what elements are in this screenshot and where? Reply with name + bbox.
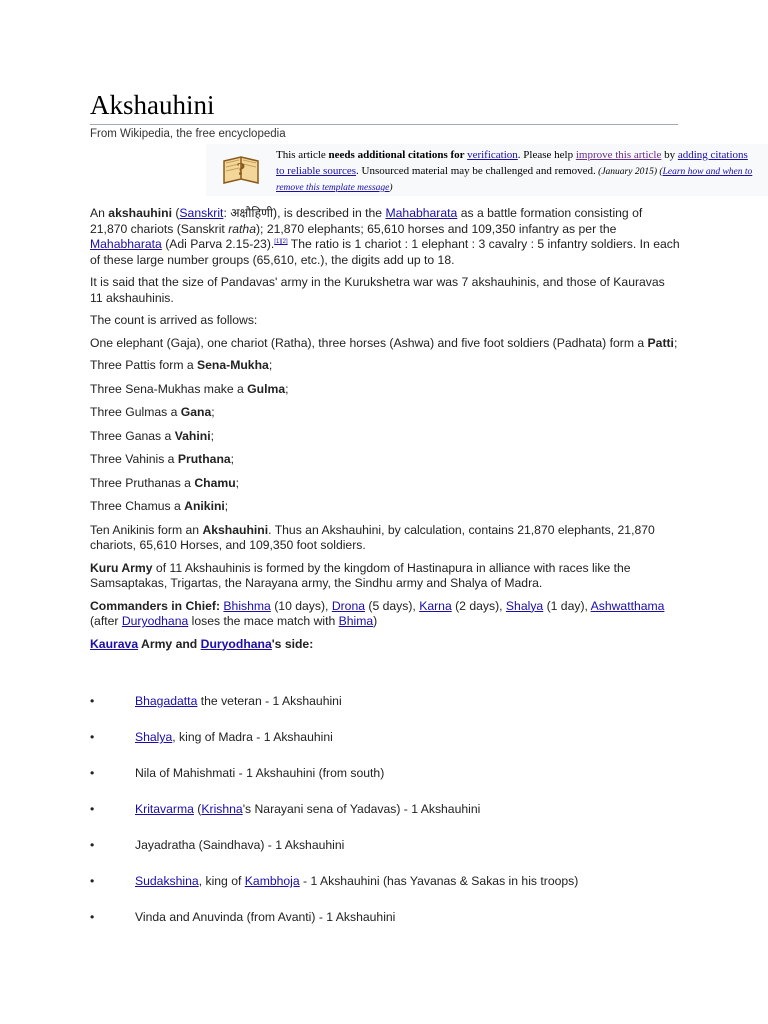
unit-text: . Thus an Akshauhini, by calculation, contains 21,870 elephants, 21,870 chariots, 65,610 Horses, and 109,350 foot soldiers. xyxy=(90,522,655,552)
shalya-link[interactable]: Shalya xyxy=(505,598,544,613)
list-item-text: , king of xyxy=(198,874,245,888)
bhishma-link[interactable]: Bhishma xyxy=(223,598,271,613)
intro-text: (Adi Parva 2.15-23). xyxy=(161,237,275,251)
learn-remove-template-link[interactable]: Learn how and when to remove this template message xyxy=(276,166,753,193)
karna-link[interactable]: Karna xyxy=(419,598,452,613)
intro-text: : अक्षौहिणी), is described in the xyxy=(223,206,386,220)
commanders-text: (after xyxy=(90,614,122,628)
unit-name: Anikini xyxy=(184,499,225,513)
bullet-icon: • xyxy=(90,730,95,744)
unit-name: Gulma xyxy=(247,381,286,396)
commanders-paragraph xyxy=(90,599,680,630)
list-item-text: Jayadratha (Saindhava) - 1 Akshauhini xyxy=(135,838,345,852)
citation-reference-link[interactable]: [1][2] xyxy=(274,238,288,245)
intro-text: An xyxy=(90,206,109,220)
ambox-bold-text: needs additional citations for xyxy=(328,149,468,161)
heading-text: 's side: xyxy=(271,636,314,651)
bullet-icon: • xyxy=(90,802,95,816)
ambox-paren-close: ) xyxy=(389,183,393,193)
commanders-text: loses the mace match with xyxy=(188,614,339,628)
commanders-text: ) xyxy=(373,614,378,628)
bhagadatta-link[interactable]: Bhagadatta xyxy=(135,694,198,708)
ambox-text-5: . Unsourced material may be challenged and removed. xyxy=(356,164,596,177)
army-size-paragraph: It is said that the size of Pandavas' army in the Kurukshetra war was 7 akshauhinis, and those of Kauravas 11 akshauhinis. xyxy=(90,275,665,305)
sanskrit-link[interactable]: Sanskrit xyxy=(179,206,224,220)
list-item-text: Vinda and Anuvinda (from Avanti) - 1 Akshauhini xyxy=(135,910,396,924)
unit-text: Ten Anikinis form an xyxy=(90,522,203,537)
intro-paragraph xyxy=(90,206,680,268)
unit-akshauhini xyxy=(90,523,680,554)
unit-text: Three Chamus a xyxy=(90,499,185,513)
commanders-text: (1 day), xyxy=(543,598,591,613)
unit-name: Sena-Mukha xyxy=(197,358,269,372)
page-title: Akshauhini xyxy=(90,88,678,125)
unit-patti xyxy=(90,336,680,352)
bullet-icon: • xyxy=(90,838,95,852)
unit-text: ; xyxy=(235,475,240,490)
unit-text: Three Gulmas a xyxy=(90,405,181,419)
bullet-icon: • xyxy=(90,694,95,708)
duryodhana-link[interactable]: Duryodhana xyxy=(121,614,189,628)
intro-text: ( xyxy=(171,206,180,220)
list-item-text: , king of Madra - 1 Akshauhini xyxy=(172,730,333,744)
kuru-army-bold: Kuru Army xyxy=(90,560,153,575)
unit-text: ; xyxy=(673,335,678,350)
unit-text: ; xyxy=(210,428,214,443)
bullet-icon: • xyxy=(90,910,95,924)
kuru-army-paragraph xyxy=(90,561,680,592)
unit-pruthana xyxy=(90,452,680,468)
unit-text: Three Sena-Mukhas make a xyxy=(90,381,248,396)
drona-link[interactable]: Drona xyxy=(331,598,366,613)
commanders-label: Commanders in Chief: xyxy=(90,598,221,613)
ambox-text-3: . Please help xyxy=(517,149,576,161)
citation-notice-text xyxy=(276,148,756,197)
ashwatthama-link[interactable]: Ashwatthama xyxy=(590,598,665,613)
mahabharata-link[interactable]: Mahabharata xyxy=(385,206,458,220)
list-item-text: ( xyxy=(193,802,202,816)
duryodhana-heading-link[interactable]: Duryodhana xyxy=(200,636,272,651)
unit-text: Three Vahinis a xyxy=(90,452,178,466)
kuru-army-text: of 11 Akshauhinis is formed by the kingdom of Hastinapura in alliance with races like the Samsaptakas, Trigartas, the Narayana army, the Sindhu army and Shalya of Madra. xyxy=(90,560,631,590)
unit-gulma xyxy=(90,382,680,398)
intro-term-bold: akshauhini xyxy=(108,206,172,220)
unit-text: Three Pattis form a xyxy=(90,358,198,372)
ambox-text-4: by xyxy=(661,149,678,161)
list-item xyxy=(90,766,690,802)
verification-link[interactable]: verification xyxy=(467,149,518,161)
list-item-text: Nila of Mahishmati - 1 Akshauhini (from south) xyxy=(135,766,385,780)
list-item xyxy=(90,730,690,766)
ambox-paren-open: ( xyxy=(657,166,663,177)
list-item xyxy=(90,838,690,874)
unit-name: Gana xyxy=(180,405,212,419)
intro-text: The ratio is 1 chariot : 1 elephant : 3 cavalry : 5 infantry soldiers. In each of these large number groups (65,610, etc.), the digits add up to 18. xyxy=(90,237,680,267)
kaurava-link[interactable]: Kaurava xyxy=(90,636,139,651)
unit-text: One elephant (Gaja), one chariot (Ratha), three horses (Ashwa) and five foot soldiers (Padhata) form a xyxy=(90,335,648,350)
intro-text: as a battle formation consisting of 21,870 chariots (Sanskrit xyxy=(90,206,643,236)
krishna-link[interactable]: Krishna xyxy=(201,802,243,816)
list-item-text: 's Narayani sena of Yadavas) - 1 Akshauhini xyxy=(242,802,481,816)
unit-name: Patti xyxy=(647,335,674,350)
commanders-text: (5 days), xyxy=(365,598,420,613)
unit-text: ; xyxy=(224,499,229,513)
article-body xyxy=(90,206,680,652)
intro-text: ); 21,870 elephants; 65,610 horses and 109,350 infantry as per the xyxy=(255,221,617,236)
unit-name: Vahini xyxy=(174,428,211,443)
ambox-text-1: This article xyxy=(276,149,329,161)
commanders-text: (10 days), xyxy=(270,598,332,613)
list-item xyxy=(90,910,690,946)
unit-name: Akshauhini xyxy=(202,522,269,537)
unit-text: Three Pruthanas a xyxy=(90,475,195,490)
unit-vahini xyxy=(90,429,680,445)
unit-name: Chamu xyxy=(194,475,236,490)
heading-text: Army and xyxy=(138,636,201,651)
kritavarma-link[interactable]: Kritavarma xyxy=(135,802,194,816)
sudakshina-link[interactable]: Sudakshina xyxy=(135,874,199,888)
bullet-icon: • xyxy=(90,874,95,888)
shalya-list-link[interactable]: Shalya xyxy=(135,730,173,744)
mahabharata-link-2[interactable]: Mahabharata xyxy=(90,237,162,251)
unit-text: ; xyxy=(285,381,289,396)
kaurava-side-heading xyxy=(90,637,680,653)
commanders-text: (2 days), xyxy=(451,598,506,613)
count-intro-paragraph: The count is arrived as follows: xyxy=(90,313,258,327)
svg-text:?: ? xyxy=(236,159,246,179)
ambox-date: (January 2015) xyxy=(595,166,658,177)
list-item xyxy=(90,802,690,838)
list-item xyxy=(90,874,690,910)
citation-notice-box xyxy=(206,144,768,196)
kaurava-army-list xyxy=(90,694,690,946)
improve-article-link[interactable]: improve this article xyxy=(575,149,662,161)
list-item-text: the veteran - 1 Akshauhini xyxy=(197,694,342,708)
kambhoja-link[interactable]: Kambhoja xyxy=(244,874,300,888)
list-item xyxy=(90,694,690,730)
unit-anikini xyxy=(90,499,680,515)
unit-chamu xyxy=(90,476,680,492)
unit-text: Three Ganas a xyxy=(90,428,175,443)
list-item-text: - 1 Akshauhini (has Yavanas & Sakas in his troops) xyxy=(299,874,579,888)
bullet-icon: • xyxy=(90,766,95,780)
unit-text: ; xyxy=(230,452,235,466)
page-subtitle: From Wikipedia, the free encyclopedia xyxy=(90,128,286,140)
question-book-icon xyxy=(220,149,262,191)
ratha-italic: ratha xyxy=(228,221,256,236)
unit-sena-mukha xyxy=(90,358,680,374)
unit-text: ; xyxy=(268,358,273,372)
unit-text: ; xyxy=(211,405,215,419)
unit-name: Pruthana xyxy=(177,452,231,466)
adding-citations-link[interactable]: adding citations to reliable sources xyxy=(276,149,748,177)
bhima-link[interactable]: Bhima xyxy=(338,614,374,628)
unit-gana xyxy=(90,405,680,421)
